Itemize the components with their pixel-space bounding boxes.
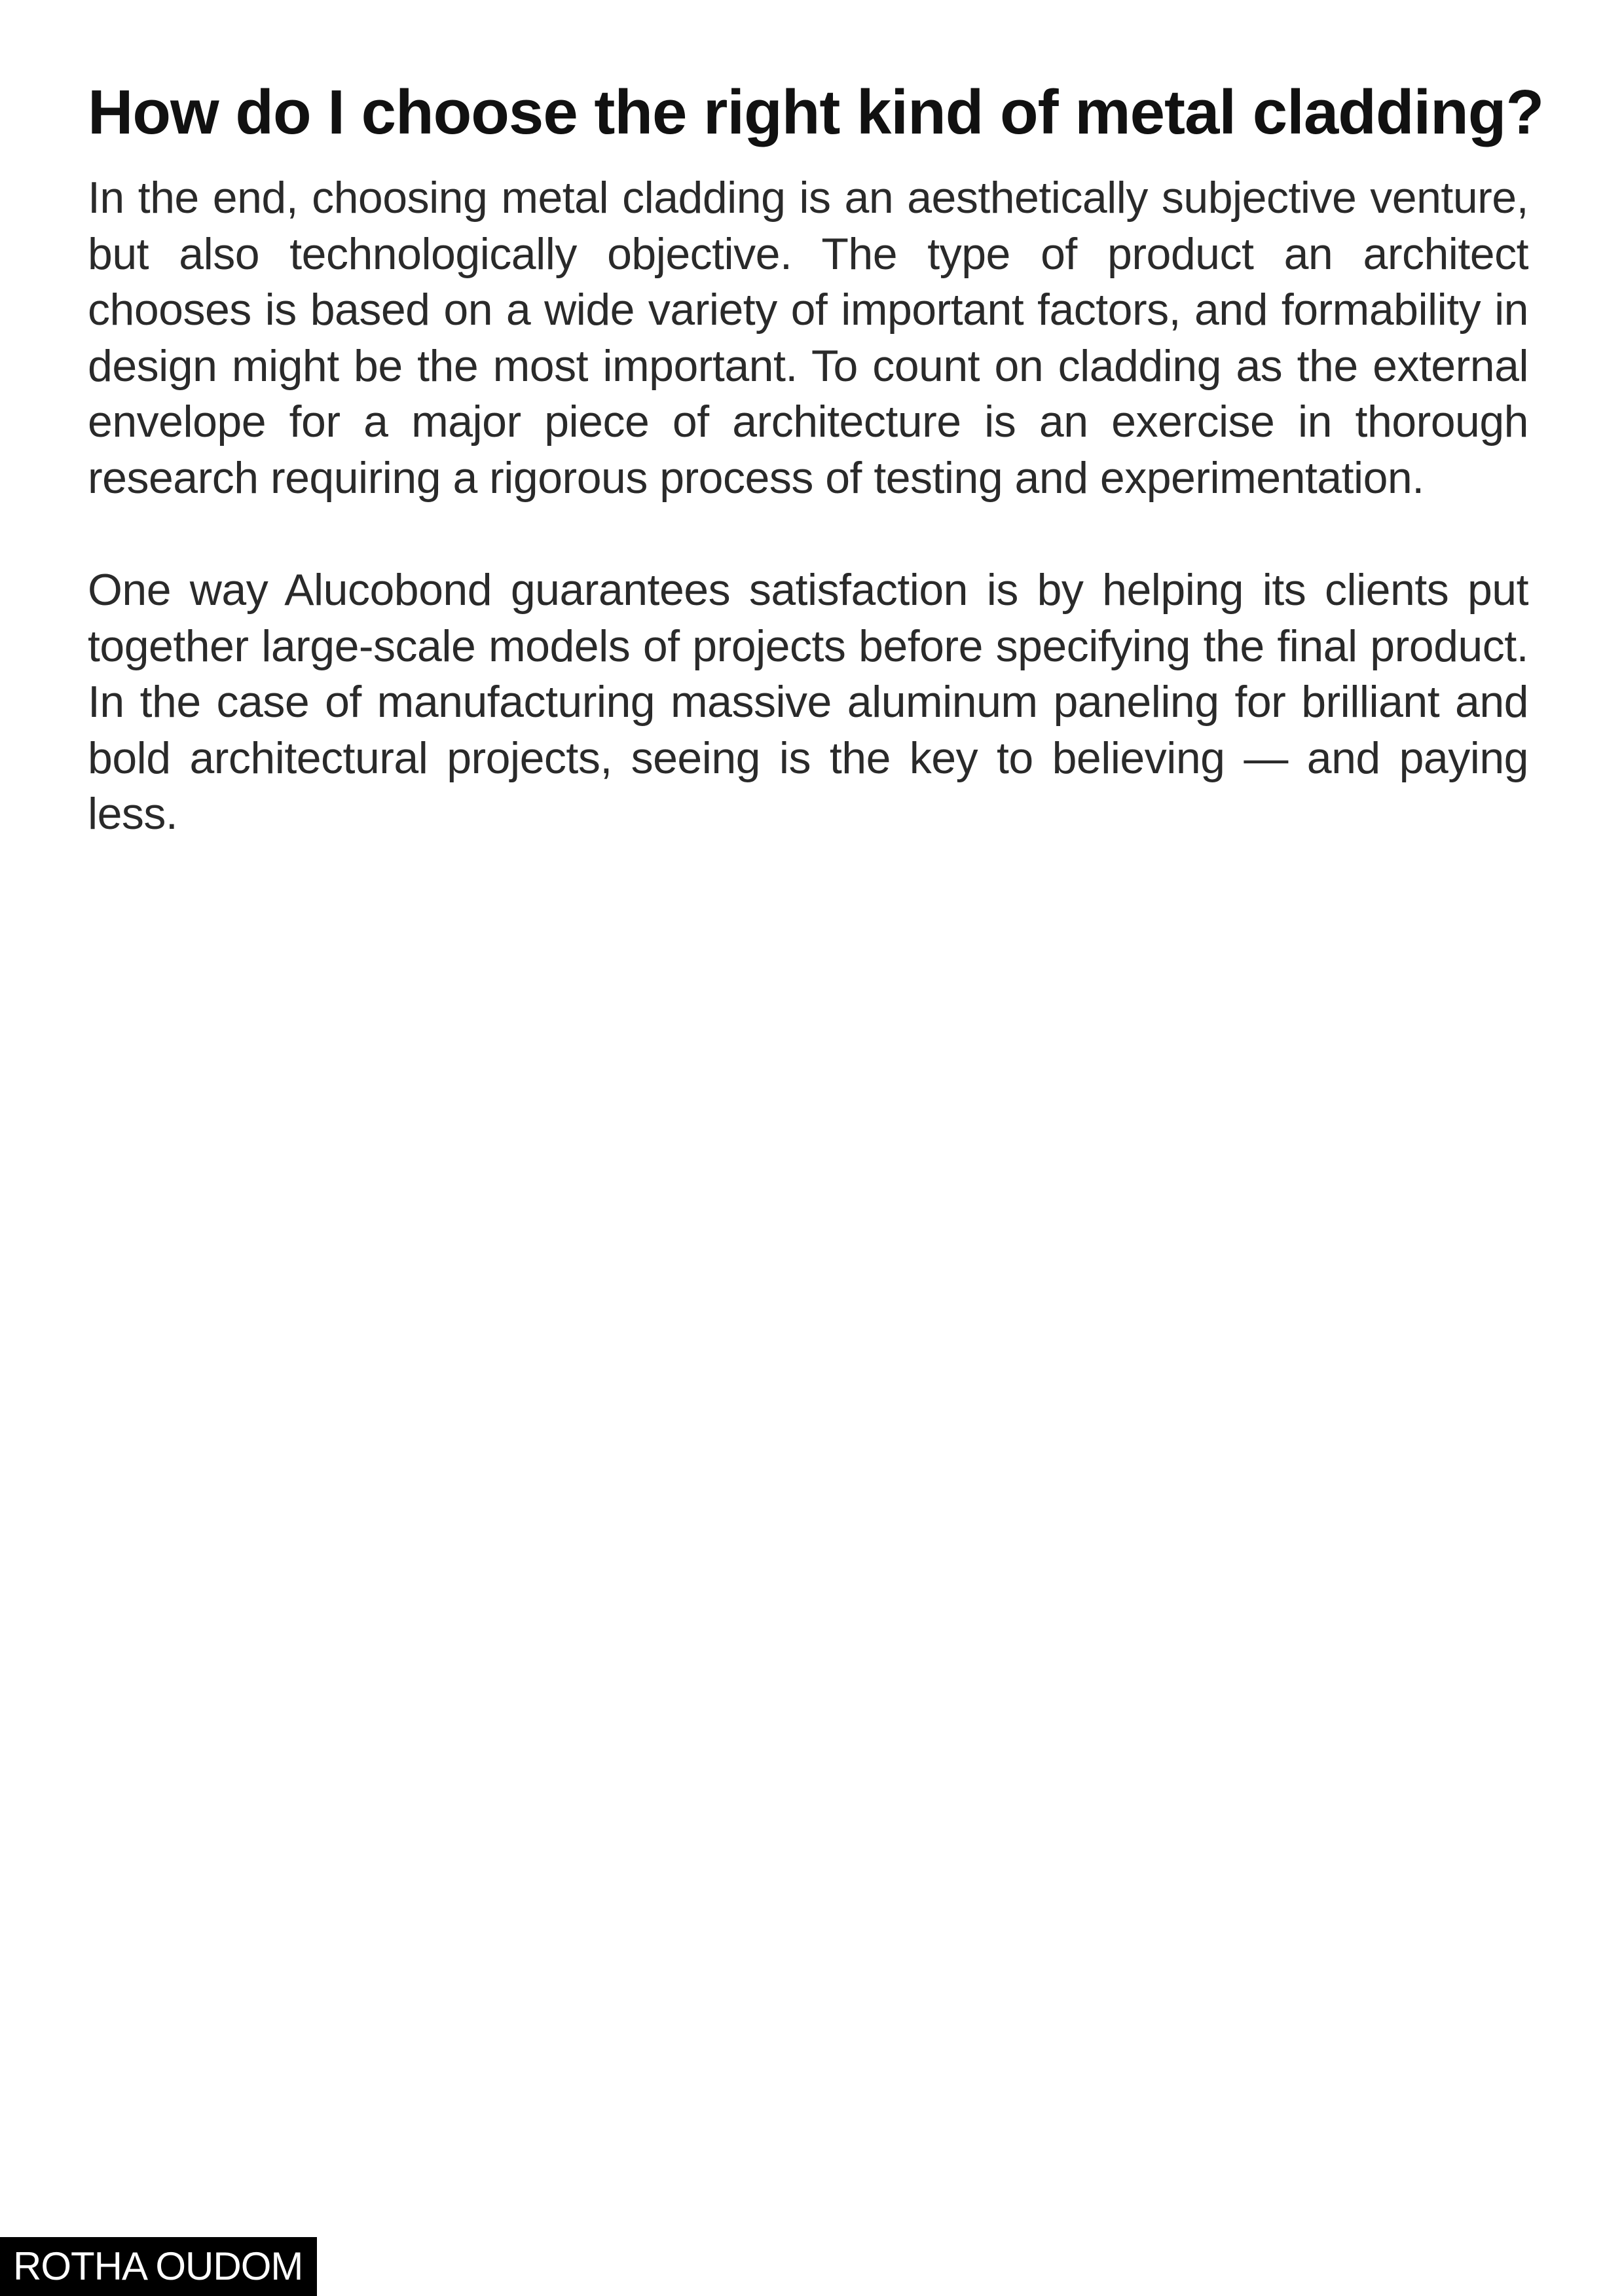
article-paragraph-1: In the end, choosing metal cladding is an aesthetically subjective venture, but also technologically objective. The type of product an architect chooses is based on a wide variety of important factors, and formability in design might be the most important. To count on cladding as the external envelope for a major piece of architecture is an exercise in thorough research requiring a rigorous process of testing and experimentation.	[88, 173, 1528, 503]
author-label: ROTHA OUDOM	[0, 2237, 317, 2296]
article-heading: How do I choose the right kind of metal cladding?	[88, 77, 1544, 147]
article-paragraph-2: One way Alucobond guarantees satisfaction is by helping its clients put together large-scale models of projects before specifying the final product. In the case of manufacturing massive aluminum paneling for brilliant and bold architectural projects, seeing is the key to believing — and paying less.	[88, 565, 1528, 839]
article-body	[88, 73, 1544, 843]
